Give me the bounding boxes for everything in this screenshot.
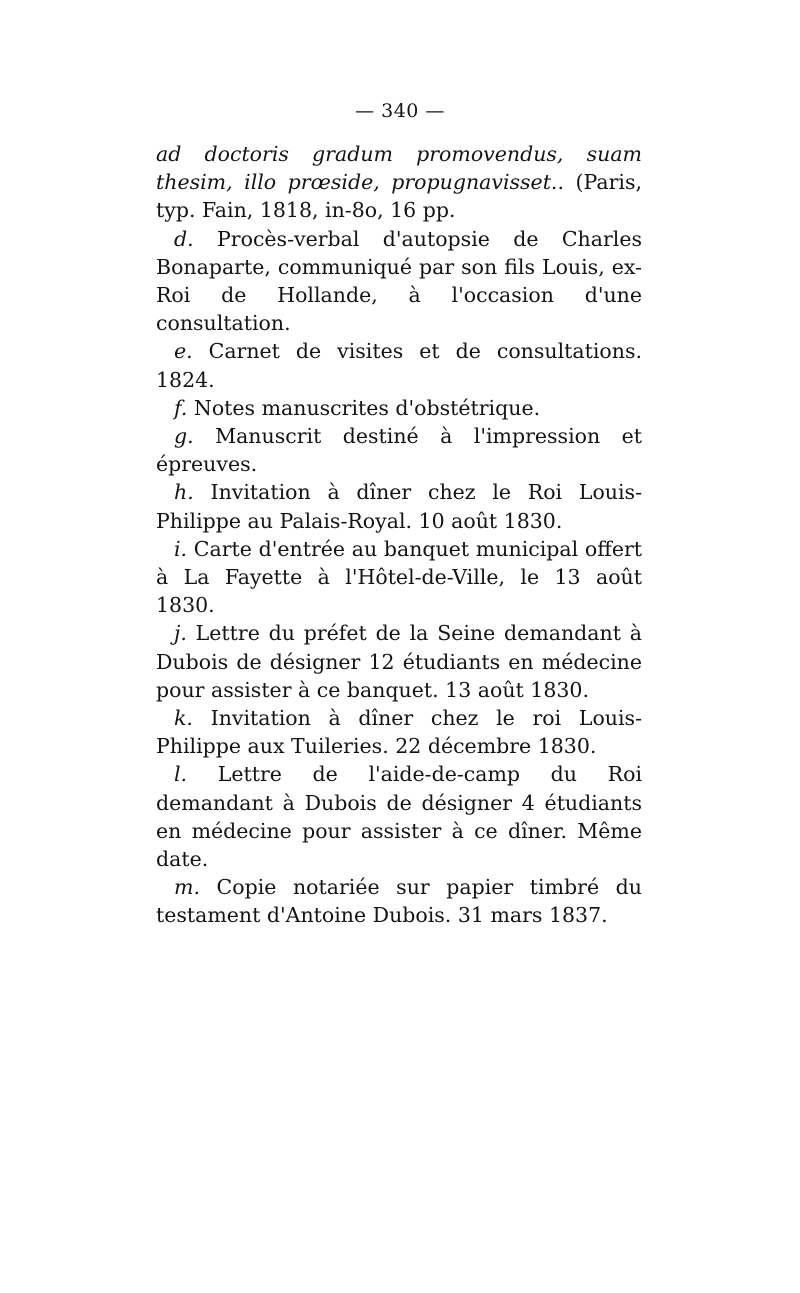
item-letter: k. [174, 706, 193, 731]
item-text: Carnet de visites et de consultations. 1824. [156, 339, 642, 392]
list-item [156, 478, 642, 534]
list-item [156, 337, 642, 393]
item-letter: f. [174, 395, 188, 420]
list-item [156, 873, 642, 929]
list-item [156, 394, 642, 422]
item-letter: l. [174, 762, 188, 787]
item-text: Carte d'entrée au banquet municipal offert à La Fayette à l'Hôtel-de-Ville, le 13 août 1830. [156, 536, 642, 618]
list-item [156, 704, 642, 760]
item-text: Invitation à dîner chez le Roi Louis-Philippe au Palais-Royal. 10 août 1830. [156, 480, 642, 533]
item-text: Lettre de l'aide-de-camp du Roi demandant à Dubois de désigner 4 étudiants en médecine pour assister à ce dîner. Même date. [156, 762, 642, 872]
item-text: Manuscrit destiné à l'impression et épreuves. [156, 424, 642, 477]
list-item [156, 225, 642, 338]
item-letter: e. [174, 339, 193, 364]
list-item [156, 760, 642, 873]
item-letter: i. [174, 536, 188, 561]
item-text: Procès-verbal d'autopsie de Charles Bonaparte, communiqué par son fils Louis, ex-Roi de Hollande, à l'occasion d'une consultation. [156, 226, 642, 336]
list-item [156, 535, 642, 620]
item-text: Notes manuscrites d'obstétrique. [187, 395, 541, 420]
publication-details: . (Paris, typ. Fain, 1818, in-8o, 16 pp. [156, 170, 642, 223]
item-letter: m. [174, 875, 200, 900]
item-letter: h. [174, 480, 194, 505]
item-text: Copie notariée sur papier timbré du testament d'Antoine Dubois. 31 mars 1837. [156, 875, 642, 928]
item-letter: d. [174, 226, 194, 251]
list-item [156, 422, 642, 478]
item-text: Lettre du préfet de la Seine demandant à Dubois de désigner 12 étudiants en médecine pour assister à ce banquet. 13 août 1830. [156, 621, 642, 702]
item-text: Invitation à dîner chez le roi Louis-Philippe aux Tuileries. 22 décembre 1830. [156, 706, 642, 759]
latin-title-fragment: ad doctoris gradum promovendus, suam thesim, illo prœside, propugnavisset. [156, 142, 642, 195]
page-number: — 340 — [355, 100, 445, 122]
list-item [156, 619, 642, 704]
item-letter: j. [174, 621, 187, 646]
continuation-paragraph [156, 140, 642, 225]
body-text [156, 140, 642, 930]
item-letter: g. [174, 424, 194, 449]
